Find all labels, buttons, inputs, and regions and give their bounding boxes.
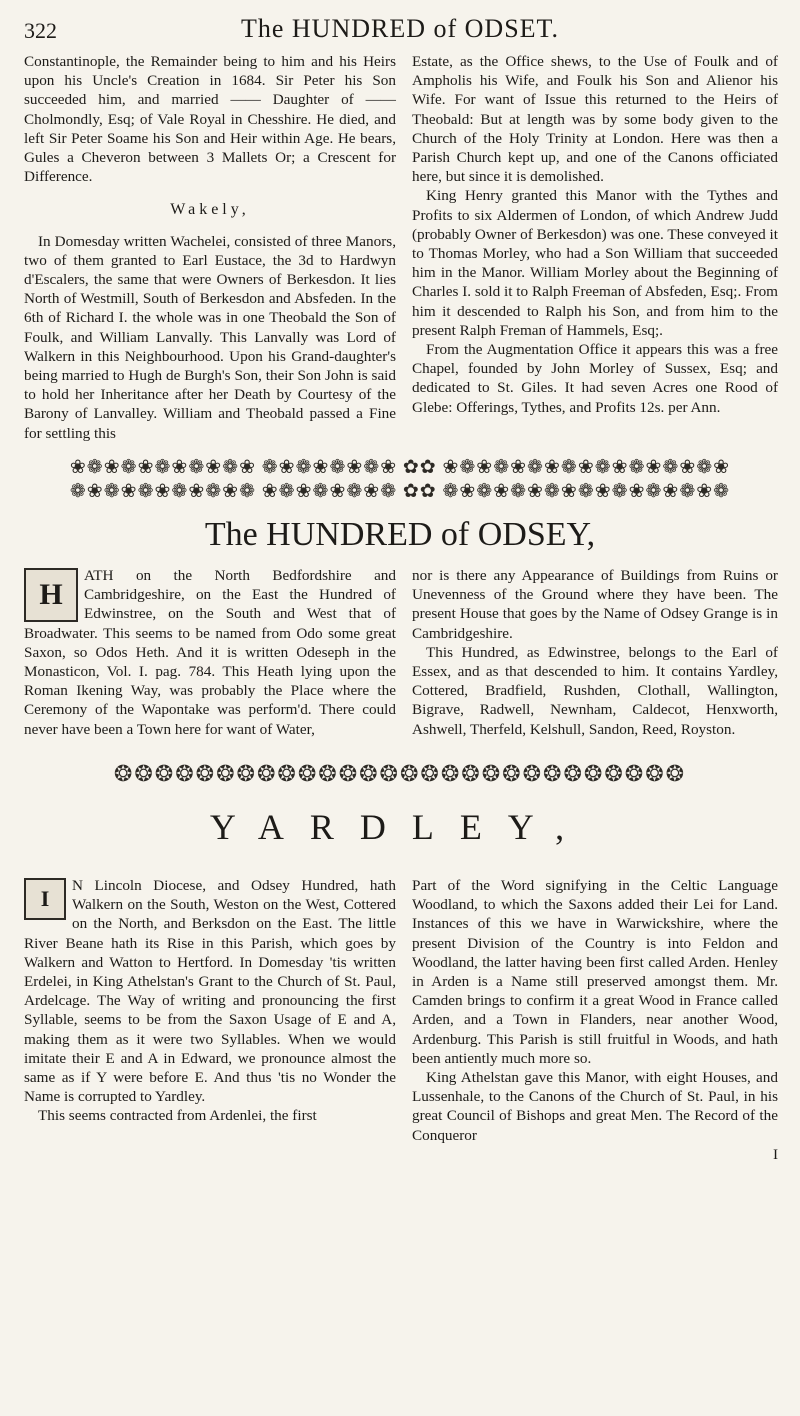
paragraph: Constantinople, the Remainder being to him and his Heirs upon his Uncle's Creation in 1684. Sir Peter his Son succeeded him, and married —— Daughter of —— Cholmondly, Esq; of Vale Royal in Chesshire. He died, and left Sir Peter Soame his Son and Heir within Age. He bears, Gules a Cheveron between 3 Mallets Or; a Crescent for Difference. xyxy=(24,53,396,186)
paragraph: In Domesday written Wachelei, consisted of three Manors, two of them granted to Earl Eustace, the 3d to Hardwyn d'Escalers, the same that were Owners of Berkesdon. It lies North of Westmill, South of Berkesdon and Absfeden. In the 6th of Richard I. the whole was in one Theobald the Son of Foulk, and William Lanvally. This Lanvally was Lord of Walkern in this Neighbourhood. Upon his Grand-daughter's being married to Hugh de Burgh's Son, their Son John is said to hold her Inheritance after her Death by Courtesy of the Barony of Lanvalley. William and Theobald passed a Fine for settling this xyxy=(24,232,396,442)
ornament-row: ❀❁❀❁❀❁❀❁❀❁❀ ❁❀❁❀❁❀❁❀ ✿✿ ❀❁❀❁❀❁❀❁❀❁❀❁❀❁❀❁❀ xyxy=(69,457,731,478)
ornament-row: ❁❀❁❀❁❀❁❀❁❀❁ ❀❁❀❁❀❁❀❁ ✿✿ ❁❀❁❀❁❀❁❀❁❀❁❀❁❀❁❀❁ xyxy=(69,481,731,502)
paragraph: This Hundred, as Edwinstree, belongs to the Earl of Essex, and as that descended to him. It contains Yardley, Cottered, Bradfield, Rushden, Clothall, Wallington, Bigrave, Radwell, Newnham, Caldecot, Henxworth, Ashwell, Therfeld, Kelshull, Sandon, Reed, Royston. xyxy=(412,643,778,738)
paragraph: King Henry granted this Manor with the Tythes and Profits to six Aldermen of London, of which Andrew Judd (probably Owner of Berkesdon) was one. These conveyed it to Thomas Morley, who had a Son William that succeeded him in the Manor. William Morley about the Beginning of Charles I. sold it to Ralph Freeman of Absfeden, Esq;. From him it descended to Ralph his Son, and from him to the present Ralph Freman of Hammels, Esq;. xyxy=(412,187,778,339)
top-right-column xyxy=(412,52,778,417)
paragraph xyxy=(24,566,396,739)
yardley-right-column xyxy=(412,876,778,1164)
section-title-yardley: YARDLEY, xyxy=(209,807,591,847)
decorative-ornament-band xyxy=(34,456,766,508)
paragraph: This seems contracted from Ardenlei, the first xyxy=(38,1107,317,1125)
decorative-ornament-band: ❂❂❂❂❂❂❂❂❂❂❂❂❂❂❂❂❂❂❂❂❂❂❂❂❂❂❂❂ xyxy=(113,761,687,786)
paragraph: Part of the Word signifying in the Celtic Language Woodland, to which the Saxons added their Lei for Land. Instances of this we have in Warwickshire, where the present Division of the Country is into Feldon and Woodland, the latter having been first called Arden. Henley in Arden is a Name still preserved amongst them. Mr. Camden brings to confirm it a great Wood in France called Arden, and a Town in Flanders, near another Wood, Ardenburg. This Parish is still fruitful in Woods, and hath been antiently much more so. xyxy=(412,877,778,1067)
paragraph-text: N Lincoln Diocese, and Odsey Hundred, hath Walkern on the South, Weston on the West, Cottered on the North, and Berksdon on the East. The little River Beane hath its Rise in this Parish, which goes by Walkern and Watton to Hertford. In Domesday 'tis written Erdelei, in King Athelstan's Grant to the Church of St. Paul, Ardelcage. The Way of writing and pronouncing the first Syllable, seems to be from the Saxon Usage of E and A, making them as it were two Syllables. When we would imitate their E and A in Edward, we pronounce almost the same as if Y were before E. And thus 'tis no Wonder the Name is corrupted to Yardley. xyxy=(24,877,396,1106)
paragraph: King Athelstan gave this Manor, with eight Houses, and Lussenhale, to the Canons of the Church of St. Paul, in his great Council of Bishops and great Men. The Record of the Conqueror xyxy=(412,1069,778,1144)
dropcap-initial: H xyxy=(24,568,78,622)
wakely-heading: Wakely, xyxy=(170,201,250,219)
running-head: The HUNDRED of ODSET. xyxy=(240,14,560,43)
page-header xyxy=(24,12,776,46)
section-title-odsey: The HUNDRED of ODSEY, xyxy=(204,516,596,553)
paragraph-text: ATH on the North Bedfordshire and Cambridgeshire, on the East the Hundred of Edwinstree, on the South and West that of Broadwater. This seems to be named from Odo some great Saxon, so Odos Heth. And it is written Odeseph in the Monasticon, Vol. I. pag. 784. This Heath lying upon the Roman Ikening Way, was probably the Place where the Ceremony of the Wapontake was perform'd. There could never have been a Town here for want of Water, xyxy=(24,567,396,738)
paragraph xyxy=(24,876,396,1106)
paragraph: From the Augmentation Office it appears this was a free Chapel, founded by John Morley of Sussex, Esq; and dedicated to St. Giles. It had seven Acres one Rood of Glebe: Offerings, Tythes, and Profits 12s. per Ann. xyxy=(412,341,778,416)
odsey-left-column xyxy=(24,566,396,739)
odsey-right-column xyxy=(412,566,778,739)
page-number: 322 xyxy=(24,18,57,43)
catchword: I xyxy=(772,1145,778,1163)
paragraph: Estate, as the Office shews, to the Use of Foulk and of Ampholis his Wife, and Foulk his Son and Alienor his Wife. For want of Issue this returned to the Heirs of Theobald: But at length was by some body given to the Church of the Holy Trinity at London. Here was then a Parish Church kept up, and one of the Canons officiated here, but since it is demolished. xyxy=(412,53,778,186)
paragraph: nor is there any Appearance of Buildings from Ruins or Unevenness of the Ground where they have been. The present House that goes by the Name of Odsey Grange is in Cambridgeshire. xyxy=(412,567,778,642)
top-left-column xyxy=(24,52,396,443)
yardley-left-column xyxy=(24,876,396,1126)
dropcap-initial: I xyxy=(24,878,66,920)
